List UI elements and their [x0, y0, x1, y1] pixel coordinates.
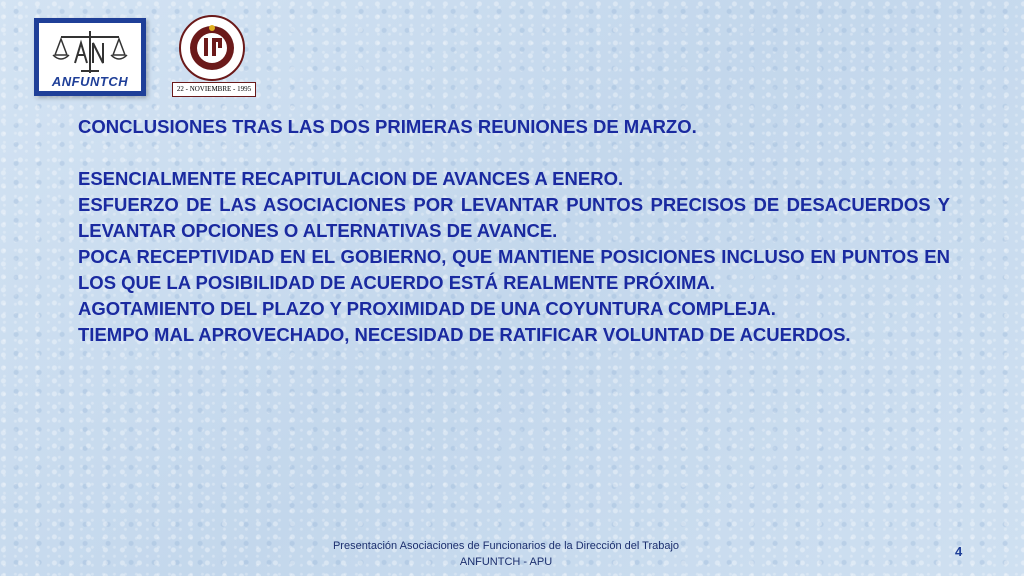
slide-footer: [300, 538, 712, 570]
seal-date: 22 - NOVIEMBRE - 1995: [172, 82, 256, 97]
bullet-paragraph: POCA RECEPTIVIDAD EN EL GOBIERNO, QUE MANTIENE POSICIONES INCLUSO EN PUNTOS EN LOS QUE LA POSIBILIDAD DE ACUERDO ESTÁ REALMENTE PRÓXIMA.: [78, 246, 950, 293]
bullet-paragraph: ESFUERZO DE LAS ASOCIACIONES POR LEVANTAR PUNTOS PRECISOS DE DESACUERDOS Y LEVANTAR OPCIONES O ALTERNATIVAS DE AVANCE.: [78, 194, 950, 241]
slide-content: [78, 114, 950, 348]
slide-title: CONCLUSIONES TRAS LAS DOS PRIMERAS REUNIONES DE MARZO.: [78, 116, 697, 137]
association-seal-logo: [162, 14, 262, 98]
anfuntch-emblem-icon: [47, 27, 133, 77]
anfuntch-logo: [34, 18, 146, 96]
anfuntch-logo-text: ANFUNTCH: [51, 74, 129, 89]
page-number: 4: [955, 544, 963, 559]
bullet-paragraph: TIEMPO MAL APROVECHADO, NECESIDAD DE RATIFICAR VOLUNTAD DE ACUERDOS.: [78, 324, 851, 345]
bullet-paragraph: ESENCIALMENTE RECAPITULACION DE AVANCES A ENERO.: [78, 168, 624, 189]
association-seal-icon: [162, 14, 262, 84]
footer-line-2: ANFUNTCH - APU: [459, 556, 553, 568]
bullet-paragraph: AGOTAMIENTO DEL PLAZO Y PROXIMIDAD DE UNA COYUNTURA COMPLEJA.: [78, 298, 776, 319]
footer-line-1: Presentación Asociaciones de Funcionarios de la Dirección del Trabajo: [332, 540, 680, 552]
